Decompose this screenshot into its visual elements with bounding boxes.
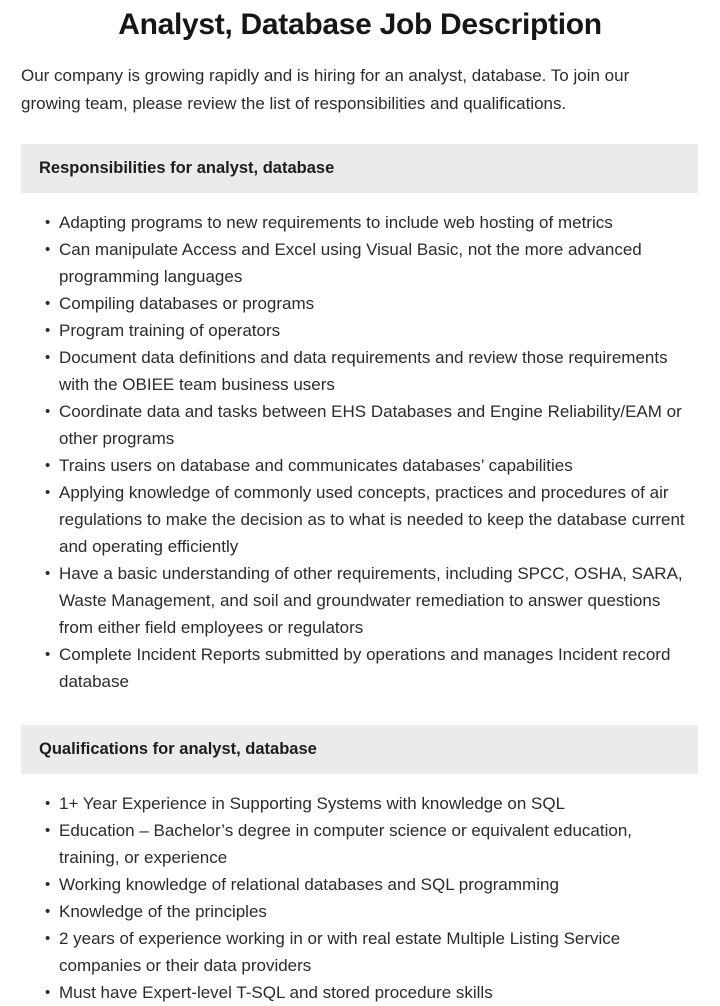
section-qualifications xyxy=(0,725,720,1006)
list-item: • Trains users on database and communicates databases’ capabilities xyxy=(45,452,690,479)
list-item: • Working knowledge of relational databases and SQL programming xyxy=(45,871,690,898)
list-item: • Must have Expert-level T-SQL and stored procedure skills xyxy=(45,979,690,1006)
list-item: • Program training of operators xyxy=(45,317,690,344)
list-item: • 1+ Year Experience in Supporting Systems with knowledge on SQL xyxy=(45,790,690,817)
intro-paragraph: Our company is growing rapidly and is hiring for an analyst, database. To join our growing team, please review the list of responsibilities and qualifications. xyxy=(21,66,630,113)
list-item: • Applying knowledge of commonly used concepts, practices and procedures of air regulations to make the decision as to what is needed to keep the database current and operating efficiently xyxy=(45,479,690,560)
section-header-qualifications: Qualifications for analyst, database xyxy=(21,725,698,774)
list-item: • 2 years of experience working in or with real estate Multiple Listing Service companies or their data providers xyxy=(45,925,690,979)
section-responsibilities xyxy=(0,144,720,695)
list-item: • Coordinate data and tasks between EHS Databases and Engine Reliability/EAM or other programs xyxy=(45,398,690,452)
list-item: • Compiling databases or programs xyxy=(45,290,690,317)
page-title: Analyst, Database Job Description xyxy=(118,8,602,41)
responsibilities-list xyxy=(0,193,720,695)
list-item: • Complete Incident Reports submitted by operations and manages Incident record database xyxy=(45,641,690,695)
list-item: • Can manipulate Access and Excel using Visual Basic, not the more advanced programming languages xyxy=(45,236,690,290)
qualifications-list xyxy=(0,774,720,1006)
list-item: • Have a basic understanding of other requirements, including SPCC, OSHA, SARA, Waste Management, and soil and groundwater remediation to answer questions from either field employees or regulators xyxy=(45,560,690,641)
list-item: • Education – Bachelor’s degree in computer science or equivalent education, training, or experience xyxy=(45,817,690,871)
list-item: • Adapting programs to new requirements to include web hosting of metrics xyxy=(45,209,690,236)
list-item: • Knowledge of the principles xyxy=(45,898,690,925)
list-item: • Document data definitions and data requirements and review those requirements with the OBIEE team business users xyxy=(45,344,690,398)
section-header-responsibilities: Responsibilities for analyst, database xyxy=(21,144,698,193)
